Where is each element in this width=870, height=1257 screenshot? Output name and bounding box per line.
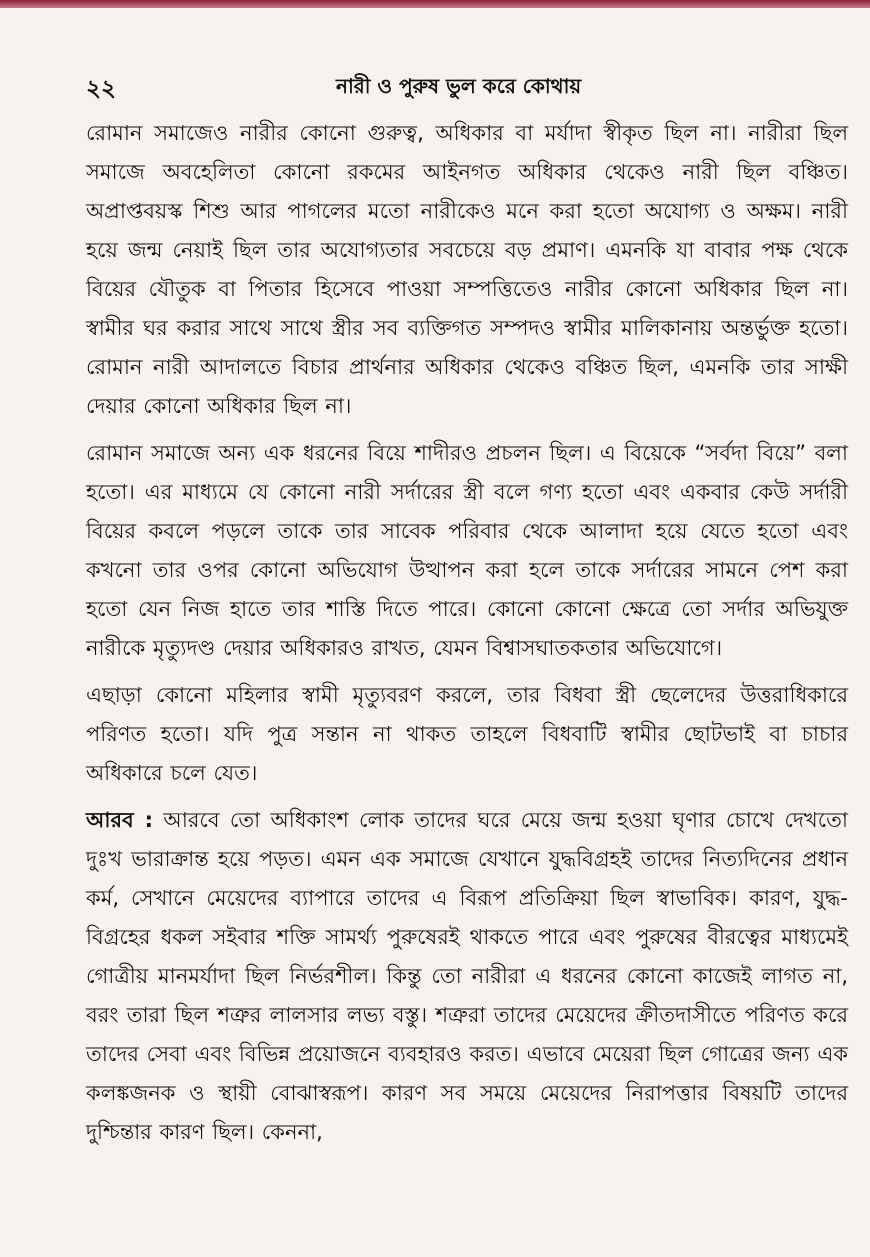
page-top-edge [0,0,870,8]
paragraph-widow: এছাড়া কোনো মহিলার স্বামী মৃত্যুবরণ করলে, তার বিধবা স্ত্রী ছেলেদের উত্তরাধিকারে পরিণত হতো। যদি পুত্র সন্তান না থাকত তাহলে বিধবাটি স্বামীর ছোটভাই বা চাচার অধিকারে চলে যেত। [86,683,848,785]
paragraph-arab [86,801,848,1152]
paragraph-arab-text: আরবে তো অধিকাংশ লোক তাদের ঘরে মেয়ে জন্ম হওয়া ঘৃণার চোখে দেখতো দুঃখ ভারাক্রান্ত হয়ে পড়ত। এমন এক সমাজে যেখানে যুদ্ধবিগ্রহই তাদের নিত্যদিনের প্রধান কর্ম, সেখানে মেয়েদের ব্যাপারে তাদের এ বিরূপ প্রতিক্রিয়া ছিল স্বাভাবিক। কারণ, যুদ্ধ-বিগ্রহের ধকল সইবার শক্তি সামর্থ্য পুরুষেরই থাকতে পারে এবং পুরুষের বীরত্বের মাধ্যমেই গোত্রীয় মানমর্যাদা ছিল নির্ভরশীল। কিন্তু তো নারীরা এ ধরনের কোনো কাজেই লাগত না, বরং তারা ছিল শত্রুর লালসার লভ্য বস্তু। শত্রুরা তাদের মেয়েদের ক্রীতদাসীতে পরিণত করে তাদের সেবা এবং বিভিন্ন প্রয়োজনে ব্যবহারও করত। এভাবে মেয়েরা ছিল গোত্রের জন্য এক কলঙ্কজনক ও স্থায়ী বোঝাস্বরূপ। কারণ সব সময়ে মেয়েদের নিরাপত্তার বিষয়টি তাদের দুশ্চিন্তার কারণ ছিল। কেননা, [86,808,848,1144]
paragraph-roman-marriage: রোমান সমাজে অন্য এক ধরনের বিয়ে শাদীরও প্রচলন ছিল। এ বিয়েকে “সর্বদা বিয়ে” বলা হতো। এর মাধ্যমে যে কোনো নারী সর্দারের স্ত্রী বলে গণ্য হতো এবং একবার কেউ সর্দারী বিয়ের কবলে পড়লে তাকে তার সাবেক পরিবার থেকে আলাদা হয়ে যেতে হতো এবং কখনো তার ওপর কোনো অভিযোগ উত্থাপন করা হলে তাকে সর্দারের সামনে পেশ করা হতো যেন নিজ হাতে তার শাস্তি দিতে পারে। কোনো কোনো ক্ষেত্রে তো সর্দার অভিযুক্ত নারীকে মৃত্যুদণ্ড দেয়ার অধিকারও রাখত, যেমন বিশ্বাসঘাতকতার অভিযোগে। [86,441,848,660]
page-header [86,70,846,106]
body-text [86,114,848,1160]
running-title: নারী ও পুরুষ ভুল করে কোথায় [336,74,582,98]
page-number: ২২ [86,76,116,102]
paragraph-roman-status: রোমান সমাজেও নারীর কোনো গুরুত্ব, অধিকার বা মর্যাদা স্বীকৃত ছিল না। নারীরা ছিল সমাজে অবহেলিতা কোনো রকমের আইনগত অধিকার থেকেও নারী ছিল বঞ্চিত। অপ্রাপ্তবয়স্ক শিশু আর পাগলের মতো নারীকেও মনে করা হতো অযোগ্য ও অক্ষম। নারী হয়ে জন্ম নেয়াই ছিল তার অযোগ্যতার সবচেয়ে বড় প্রমাণ। এমনকি যা বাবার পক্ষ থেকে বিয়ের যৌতুক বা পিতার হিসেবে পাওয়া সম্পত্তিতেও নারীর কোনো অধিকার ছিল না। স্বামীর ঘর করার সাথে সাথে স্ত্রীর সব ব্যক্তিগত সম্পদও স্বামীর মালিকানায় অন্তর্ভুক্ত হতো। রোমান নারী আদালতে বিচার প্রার্থনার অধিকার থেকেও বঞ্চিত ছিল, এমনকি তার সাক্ষী দেয়ার কোনো অধিকার ছিল না। [86,121,848,418]
section-lead-arab: আরব : [86,808,154,832]
